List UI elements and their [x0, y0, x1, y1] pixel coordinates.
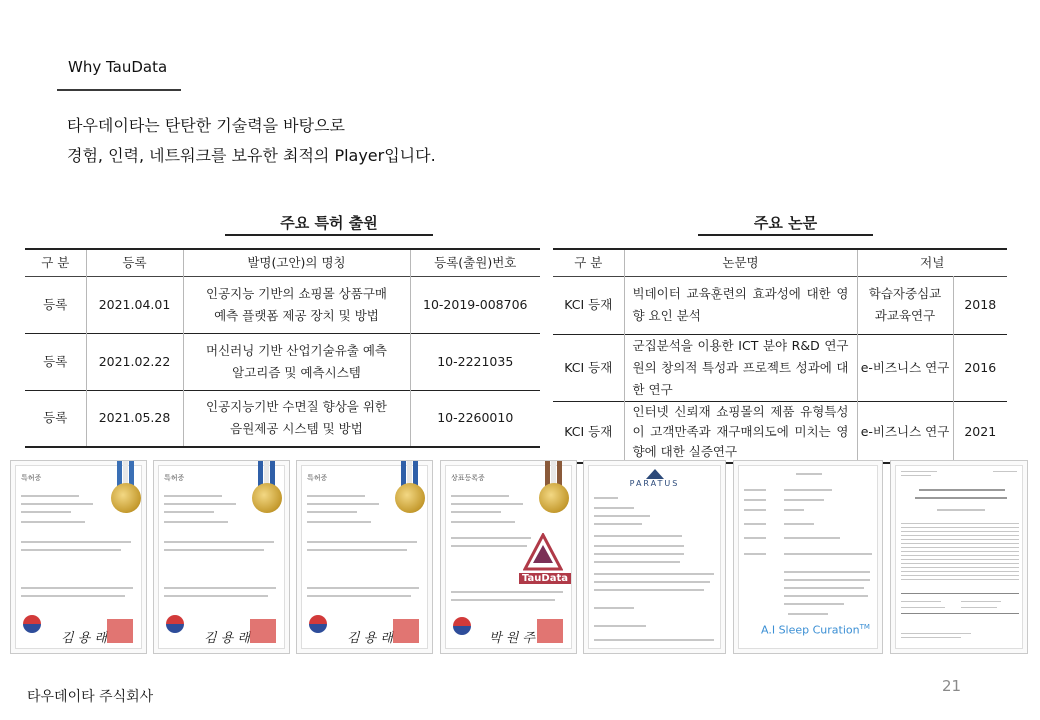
col-header: 등록 [86, 249, 183, 276]
col-header: 저널 [920, 254, 945, 270]
patent-name: 인공지능기반 수면질 향상을 위한 음원제공 시스템 및 방법 [183, 390, 410, 447]
gold-seal-icon [252, 483, 282, 513]
taudata-logo-icon [523, 533, 563, 571]
paper-type: KCI 등재 [553, 276, 624, 334]
patent-certificate-2 [153, 460, 290, 654]
intro-text [67, 111, 436, 171]
gold-seal-icon [395, 483, 425, 513]
paratus-logo-text: PARATUS [629, 479, 680, 488]
paper-title: 인터넷 신뢰재 쇼핑몰의 제품 유형특성이 고객만족과 재구매의도에 미치는 영향에 대한 실증연구 [624, 401, 857, 463]
table-row [553, 334, 1007, 401]
paper-year: 2016 [964, 359, 997, 375]
intro-line-1: 타우데이타는 탄탄한 기술력을 바탕으로 [67, 116, 346, 135]
patent-number: 10-2019-008706 [423, 296, 528, 312]
table-row [553, 401, 1007, 463]
patents-table [25, 248, 540, 448]
col-header: 발명(고안)의 명칭 [183, 249, 410, 276]
papers-title: 주요 논문 [753, 214, 818, 232]
trademark-logo-text: TauData [519, 573, 571, 584]
official-stamp [537, 619, 563, 643]
patent-type: 등록 [25, 390, 86, 447]
table-row [25, 390, 540, 447]
intro-line-2: 경험, 인력, 네트워크를 보유한 최적의 Player입니다. [67, 146, 436, 165]
paratus-letter [583, 460, 726, 654]
emblem-icon [166, 615, 184, 633]
col-header: 구 분 [25, 249, 86, 276]
patent-date: 2021.05.28 [86, 390, 183, 447]
patents-title: 주요 특허 출원 [280, 214, 378, 232]
patents-title-underline [225, 234, 433, 236]
patent-type: 등록 [25, 333, 86, 390]
paper-title: 군집분석을 이용한 ICT 분야 R&D 연구원의 창의적 특성과 프로젝트 성과에 대한 연구 [624, 334, 857, 401]
emblem-icon [23, 615, 41, 633]
trademark-certificate [440, 460, 577, 654]
emblem-icon [453, 617, 471, 635]
official-stamp [107, 619, 133, 643]
table-row [25, 333, 540, 390]
gold-seal-icon [111, 483, 141, 513]
certificate-heading: 상표등록증 [451, 474, 485, 482]
signature: 김 용 래 [204, 631, 250, 646]
section-tag: Why TauData [68, 58, 168, 76]
certificate-heading: 특허증 [21, 474, 42, 482]
papers-table [553, 248, 1007, 464]
sleep-curation-logo [761, 623, 870, 637]
paper-year: 2018 [964, 297, 997, 312]
papers-title-underline [698, 234, 873, 236]
table-row [25, 276, 540, 333]
col-header: 논문명 [624, 249, 857, 276]
patent-certificate-3 [296, 460, 433, 654]
signature: 박 원 주 [489, 631, 535, 646]
paper-year: 2021 [964, 423, 997, 439]
paper-journal: e-비즈니스 연구 [857, 334, 953, 401]
footer-company: 타우데이타 주식회사 [27, 689, 154, 705]
emblem-icon [309, 615, 327, 633]
patent-date: 2021.02.22 [86, 333, 183, 390]
paper-first-page [890, 460, 1028, 654]
patent-certificate-1 [10, 460, 147, 654]
paper-type: KCI 등재 [553, 334, 624, 401]
certificate-heading: 특허증 [307, 474, 328, 482]
official-stamp [250, 619, 276, 643]
paper-journal: e-비즈니스 연구 [857, 401, 953, 463]
official-stamp [393, 619, 419, 643]
signature: 김 용 래 [61, 631, 107, 646]
sleep-logo-main: A.I Sleep Curation [761, 623, 860, 637]
table-row [553, 276, 1007, 334]
patents-header-row [25, 249, 540, 276]
papers-header-row [553, 249, 1007, 276]
sleep-logo-tm: TM [859, 623, 870, 631]
signature: 김 용 래 [347, 631, 393, 646]
patent-date: 2021.04.01 [86, 276, 183, 333]
patent-number: 10-2221035 [437, 353, 514, 369]
paper-journal: 학습자중심교과교육연구 [857, 276, 953, 334]
paper-type: KCI 등재 [553, 401, 624, 463]
col-header: 등록(출원)번호 [434, 254, 517, 270]
patent-name: 머신러닝 기반 산업기술유출 예측 알고리즘 및 예측시스템 [183, 333, 410, 390]
col-header: 구 분 [553, 249, 624, 276]
page-number: 21 [942, 677, 962, 695]
section-tag-underline [57, 89, 181, 91]
patent-name: 인공지능 기반의 쇼핑몰 상품구매 예측 플랫폼 제공 장치 및 방법 [183, 276, 410, 333]
certificate-heading: 특허증 [164, 474, 185, 482]
gold-seal-icon [539, 483, 569, 513]
paper-title: 빅데이터 교육훈련의 효과성에 대한 영향 요인 분석 [624, 276, 857, 334]
patent-number: 10-2260010 [437, 410, 514, 426]
paratus-logo-icon [646, 469, 664, 479]
patent-type: 등록 [25, 276, 86, 333]
